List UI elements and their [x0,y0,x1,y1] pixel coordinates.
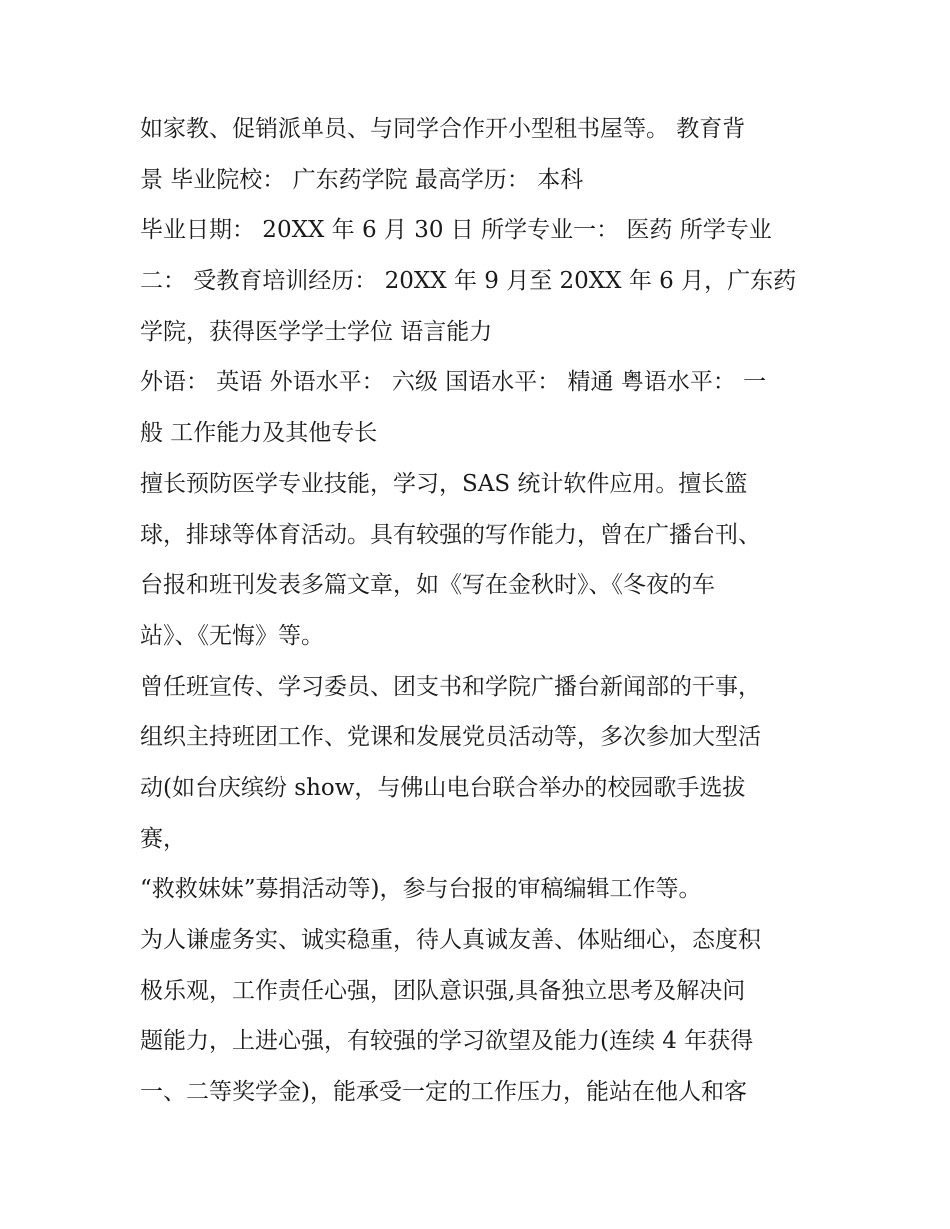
text-line-15: 赛， [140,825,186,852]
text-line-13: 组织主持班团工作、党课和发展党员活动等，多次参加大型活 [140,724,761,751]
text-line-16: “救救妹妹”募捐活动等)，参与台报的审稿编辑工作等。 [140,876,702,903]
text-line-11: 站》、《无悔》等。 [140,622,324,649]
text-line-6: 外语： 英语 外语水平： 六级 国语水平： 精通 粤语水平： 一 [140,369,767,396]
text-line-3: 毕业日期： 20XX 年 6 月 30 日 所学专业一： 医药 所学专业 [140,217,772,244]
text-line-8: 擅长预防医学专业技能，学习，SAS 统计软件应用。擅长篮 [140,470,748,497]
text-line-12: 曾任班宣传、学习委员、团支书和学院广播台新闻部的干事， [140,673,761,700]
text-line-1: 如家教、促销派单员、与同学合作开小型租书屋等。 教育背 [140,116,746,142]
text-line-18: 极乐观，工作责任心强，团队意识强,具备独立思考及解决问 [140,977,746,1004]
text-line-7: 般 工作能力及其他专长 [140,420,378,447]
resume-text-body [140,104,830,1118]
text-line-9: 球，排球等体育活动。具有较强的写作能力，曾在广播台刊、 [140,521,761,548]
text-line-10: 台报和班刊发表多篇文章，如《写在金秋时》、《冬夜的车 [140,572,715,599]
text-line-17: 为人谦虚务实、诚实稳重，待人真诚友善、体贴细心，态度积 [140,927,761,953]
text-line-4: 二： 受教育培训经历： 20XX 年 9 月至 20XX 年 6 月，广东药 [140,268,797,295]
text-line-2: 景 毕业院校： 广东药学院 最高学历： 本科 [140,166,584,193]
text-line-20: 一、二等奖学金)，能承受一定的工作压力，能站在他人和客 [140,1079,747,1106]
text-line-19: 题能力，上进心强，有较强的学习欲望及能力(连续 4 年获得 [140,1028,754,1055]
text-line-14: 动(如台庆缤纷 show，与佛山电台联合举办的校园歌手选拔 [140,774,746,801]
text-line-5: 学院，获得医学学士学位 语言能力 [140,318,493,345]
